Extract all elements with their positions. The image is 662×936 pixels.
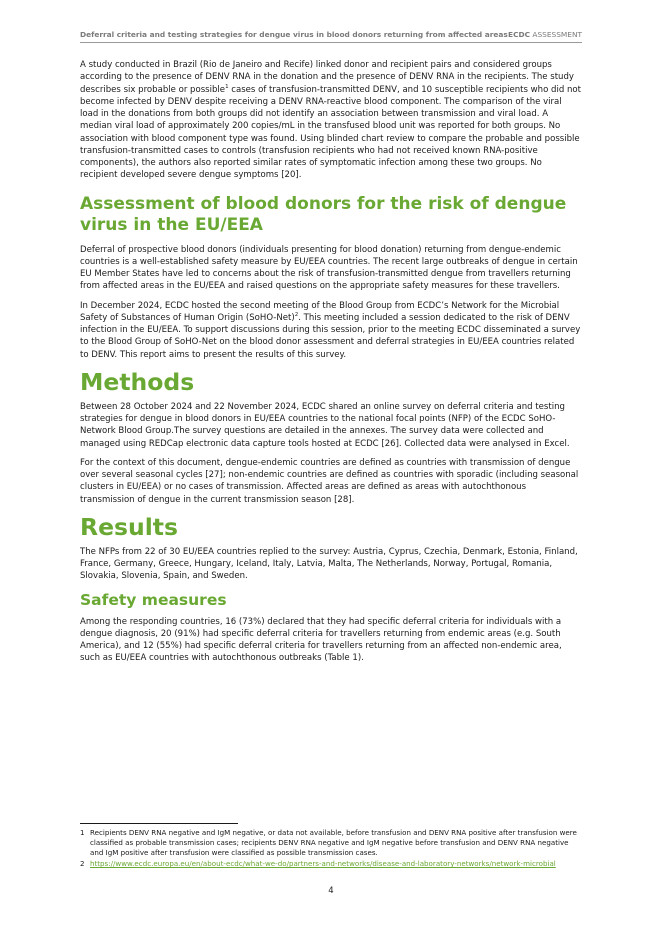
header-doc-type: ASSESSMENT [532,30,582,39]
footnote-1 [80,828,582,858]
footnote-divider [80,823,238,824]
assessment-p2-text-2: . This meeting included a session dedicated to the risk of DENV infection in the EU/EEA. To support discussions during this session, prior to the meeting ECDC disseminated a survey to the Blood Group of SoHO-Net on the blood donor assessment and deferral strategies in EU/EEA countries related to DENV. This report aims to present the results of this survey. [80,312,581,360]
footnote-2 [80,859,582,869]
assessment-heading: Assessment of blood donors for the risk of dengue virus in the EU/EEA [80,193,567,235]
intro-text-2: cases of transfusion-transmitted DENV, and 10 susceptible recipients who did not become infected by DENV despite receiving a DENV RNA-reactive blood component. The comparison of the viral load in the donations from both groups did not identify an association between transmission and viral load. A median viral load of approximately 200 copies/mL in the transfused blood unit was reported for both groups. No association with blood component type was found. Using blinded chart review to compare the probable and possible transfusion-transmitted cases to controls (transfusion recipients who had not received known RNA-positive components), the authors also reported similar rates of symptomatic infection among these two groups. No recipient developed severe dengue symptoms [20]. [80,84,581,181]
methods-paragraph-1: Between 28 October 2024 and 22 November 2024, ECDC shared an online survey on deferral criteria and testing strategies for dengue in blood donors in EU/EEA countries to the national focal points (NFP) of the ECDC SoHO-Network Blood Group.The survey questions are detailed in the annexes. The survey data were collected and managed using REDCap electronic data capture tools hosted at ECDC [26]. Collected data were analysed in Excel. [80,401,570,449]
footnote-ref-1[interactable]: 1 [225,83,229,90]
assessment-paragraph-1: Deferral of prospective blood donors (individuals presenting for blood donation) returning from dengue-endemic countries is a well-established safety measure by EU/EEA countries. The recent large outbreaks of dengue in certain EU Member States have led to concerns about the risk of transfusion-transmitted dengue from travellers returning from affected areas in the EU/EEA and raised questions on the appropriate safety measures for these travellers. [80,244,578,292]
page-number: 4 [328,886,334,896]
assessment-paragraph-2 [80,300,582,361]
footnote-number: 2 [80,859,85,868]
running-header [80,28,582,43]
methods-paragraph-2: For the context of this document, dengue-endemic countries are defined as countries with transmission of dengue over several seasonal cycles [27]; non-endemic countries are defined as countries with sporadic (including seasonal clusters in EU/EEA) or no cases of transmission. Affected areas are defined as areas with autochthonous transmission of dengue in the current transmission season [28]. [80,457,579,505]
assessment-p2-text-1: In December 2024, ECDC hosted the second meeting of the Blood Group from ECDC’s Network for the Microbial Safety of Substances of Human Origin (SoHO-Net) [80,300,560,323]
footnote-number: 1 [80,828,85,837]
intro-text-1: A study conducted in Brazil (Rio de Janeiro and Recife) linked donor and recipient pairs and considered groups according to the presence of DENV RNA in the donation and the presence of DENV RNA in the recipients. The study describes six probable or possible [80,60,574,95]
results-paragraph: The NFPs from 22 of 30 EU/EEA countries replied to the survey: Austria, Cyprus, Czechia, Denmark, Estonia, Finland, France, Germany, Greece, Hungary, Iceland, Italy, Latvia, Malta, The Netherlands, Norway, Portugal, Romania, Slovakia, Slovenia, Spain, and Sweden. [80,546,578,582]
results-heading: Results [80,512,179,541]
header-doc-label [508,30,582,39]
methods-heading: Methods [80,367,195,396]
footnotes [80,828,582,870]
header-title: Deferral criteria and testing strategies for dengue virus in blood donors returning from affected areas [80,30,508,39]
footnote-text: Recipients DENV RNA negative and IgM negative, or data not available, before transfusion and DENV RNA positive after transfusion were classified as probable transmission cases; recipients DENV RNA negative and IgM negative before transfusion and DENV RNA negative and IgM positive after transfusion were classified as possible transmission cases. [90,828,577,857]
safety-measures-heading: Safety measures [80,590,227,609]
intro-paragraph [80,59,582,182]
footnote-ref-2[interactable]: 2 [294,311,299,318]
footnote-link[interactable]: https://www.ecdc.europa.eu/en/about-ecdc/what-we-do/partners-and-networks/disease-and-laboratory-networks/network-microbial [90,859,556,868]
safety-measures-paragraph: Among the responding countries, 16 (73%) declared that they had specific deferral criteria for individuals with a dengue diagnosis, 20 (91%) had specific deferral criteria for travellers returning from endemic areas (e.g. South America), and 12 (55%) had specific deferral criteria for travellers returning from an affected non-endemic area, such as EU/EEA countries with autochthonous outbreaks (Table 1). [80,616,562,664]
header-org: ECDC [508,30,531,39]
page-body [80,59,582,672]
